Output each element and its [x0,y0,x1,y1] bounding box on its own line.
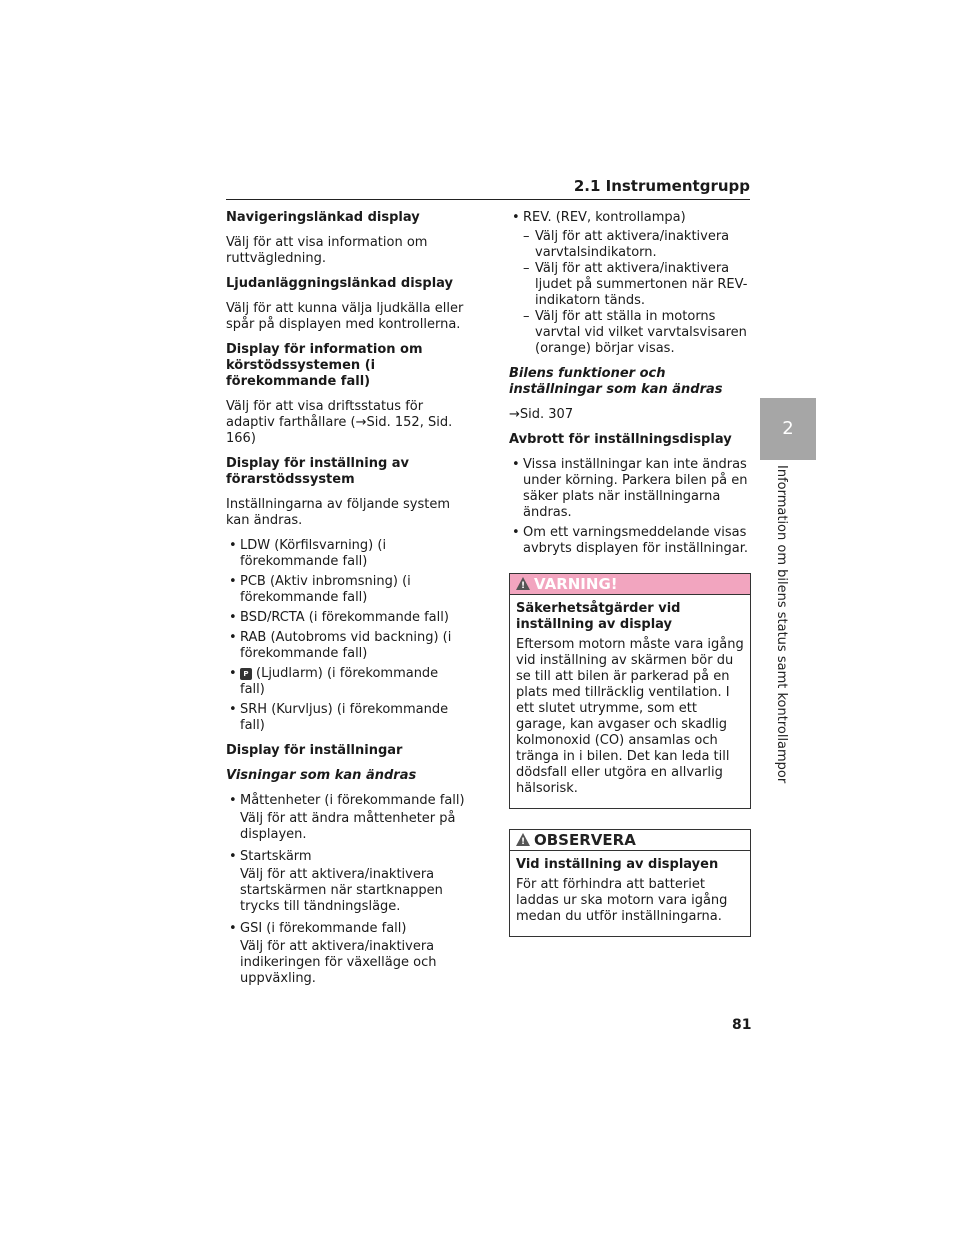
list-item [226,793,466,843]
list-item-text: (Ljudlarm) (i förekommande fall) [240,666,439,697]
list-item: • SRH (Kurvljus) (i förekommande fall) [226,702,466,734]
list-item-title: • Måttenheter (i förekommande fall) [240,793,465,808]
list-item: • Vissa inställningar kan inte ändras under körning. Parkera bilen på en säker plats när inställningarna ändras. [509,457,751,521]
heading-vehicle-functions: Bilens funktioner och inställningar som kan ändras [509,366,723,397]
heading-driver-assist-settings: Display för inställning av förarstödssystem [226,456,410,487]
warning-title-text: VARNING! [534,575,618,593]
chapter-tab: 2 [760,398,816,460]
list-item: – Välj för att aktivera/inaktivera ljudet på summertonen när REV-indikatorn tänds. [523,261,751,309]
list-item: • Om ett varningsmeddelande visas avbryts displayen för inställningar. [509,525,751,557]
notice-icon [516,833,530,846]
heading-nav-display: Navigeringslänkad display [226,210,420,225]
warning-box [509,573,751,809]
notice-subtitle: Vid inställning av displayen [516,857,719,872]
chapter-side-label: Information om bilens status samt kontrollampor [774,465,789,784]
list-item: – Välj för att ställa in motorns varvtal vid vilket varvtalsvisaren (orange) börjar visas. [523,309,751,357]
parking-sound-icon: P [240,668,252,680]
heading-audio-display: Ljudanläggningslänkad display [226,276,454,291]
warning-subtitle: Säkerhetsåtgärder vid inställning av display [516,601,681,632]
section-header: 2.1 Instrumentgrupp [573,177,750,195]
notice-body [510,851,750,936]
rev-sub-list [509,229,751,357]
list-item: • RAB (Autobroms vid backning) (i förekommande fall) [226,630,466,662]
para-driver-assist-info: Välj för att visa driftsstatus för adaptiv farthållare (→Sid. 152, Sid. 166) [226,399,453,446]
list-item-title: • GSI (i förekommande fall) [240,921,407,936]
notice-box [509,829,751,937]
list-item-desc: Välj för att ändra måttenheter på displayen. [240,811,456,842]
list-item-title: • Startskärm [240,849,312,864]
left-column [226,210,466,996]
list-item: – Välj för att aktivera/inaktivera varvtalsindikatorn. [523,229,751,261]
heading-settings-interrupt: Avbrott för inställningsdisplay [509,432,732,447]
warning-title [510,574,750,595]
list-item-desc: Välj för att aktivera/inaktivera indikeringen för växelläge och uppväxling. [240,939,437,986]
heading-settings-display: Display för inställningar [226,743,403,758]
notice-title [510,830,750,851]
list-item [509,210,751,226]
warning-text: Eftersom motorn måste vara igång vid inställning av skärmen bör du se till att bilen är parkerad på en plats med tillräcklig ventilation. I ett slutet utrymme, som ett garage, kan avgaser och skadlig kolmonoxid (CO) ansamlas och tränga in i bilen. Det kan leda till dödsfall eller utgöra en allvarlig hälsorisk. [516,637,744,796]
list-item [226,849,466,915]
para-audio-display: Välj för att kunna välja ljudkälla eller spår på displayen med kontrollerna. [226,301,464,332]
page-reference: →Sid. 307 [509,407,574,422]
para-nav-display: Välj för att visa information om ruttvägledning. [226,235,428,266]
list-item: • PCB (Aktiv inbromsning) (i förekommande fall) [226,574,466,606]
list-item [226,921,466,987]
para-driver-assist-settings: Inställningarna av följande system kan ändras. [226,497,451,528]
list-item: • LDW (Körfilsvarning) (i förekommande fall) [226,538,466,570]
heading-changeable-views: Visningar som kan ändras [226,768,417,783]
list-item: • BSD/RCTA (i förekommande fall) [226,610,466,626]
list-item-title: • REV. (REV, kontrollampa) [523,210,686,225]
warning-body [510,595,750,808]
interrupt-list [509,457,751,557]
views-list [226,793,466,987]
system-list [226,538,466,734]
heading-driver-assist-info: Display för information om körstödssystemen (i förekommande fall) [226,342,423,389]
list-item [226,666,466,698]
page-number: 81 [732,1017,752,1033]
notice-text: För att förhindra att batteriet laddas ur ska motorn vara igång medan du utför inställningarna. [516,877,728,924]
warning-icon [516,577,530,590]
right-column [509,210,751,957]
header-divider [226,199,750,200]
notice-title-text: OBSERVERA [534,831,636,849]
list-item-desc: Välj för att aktivera/inaktivera startskärmen när startknappen trycks till tändningsläge. [240,867,443,914]
rev-list [509,210,751,226]
